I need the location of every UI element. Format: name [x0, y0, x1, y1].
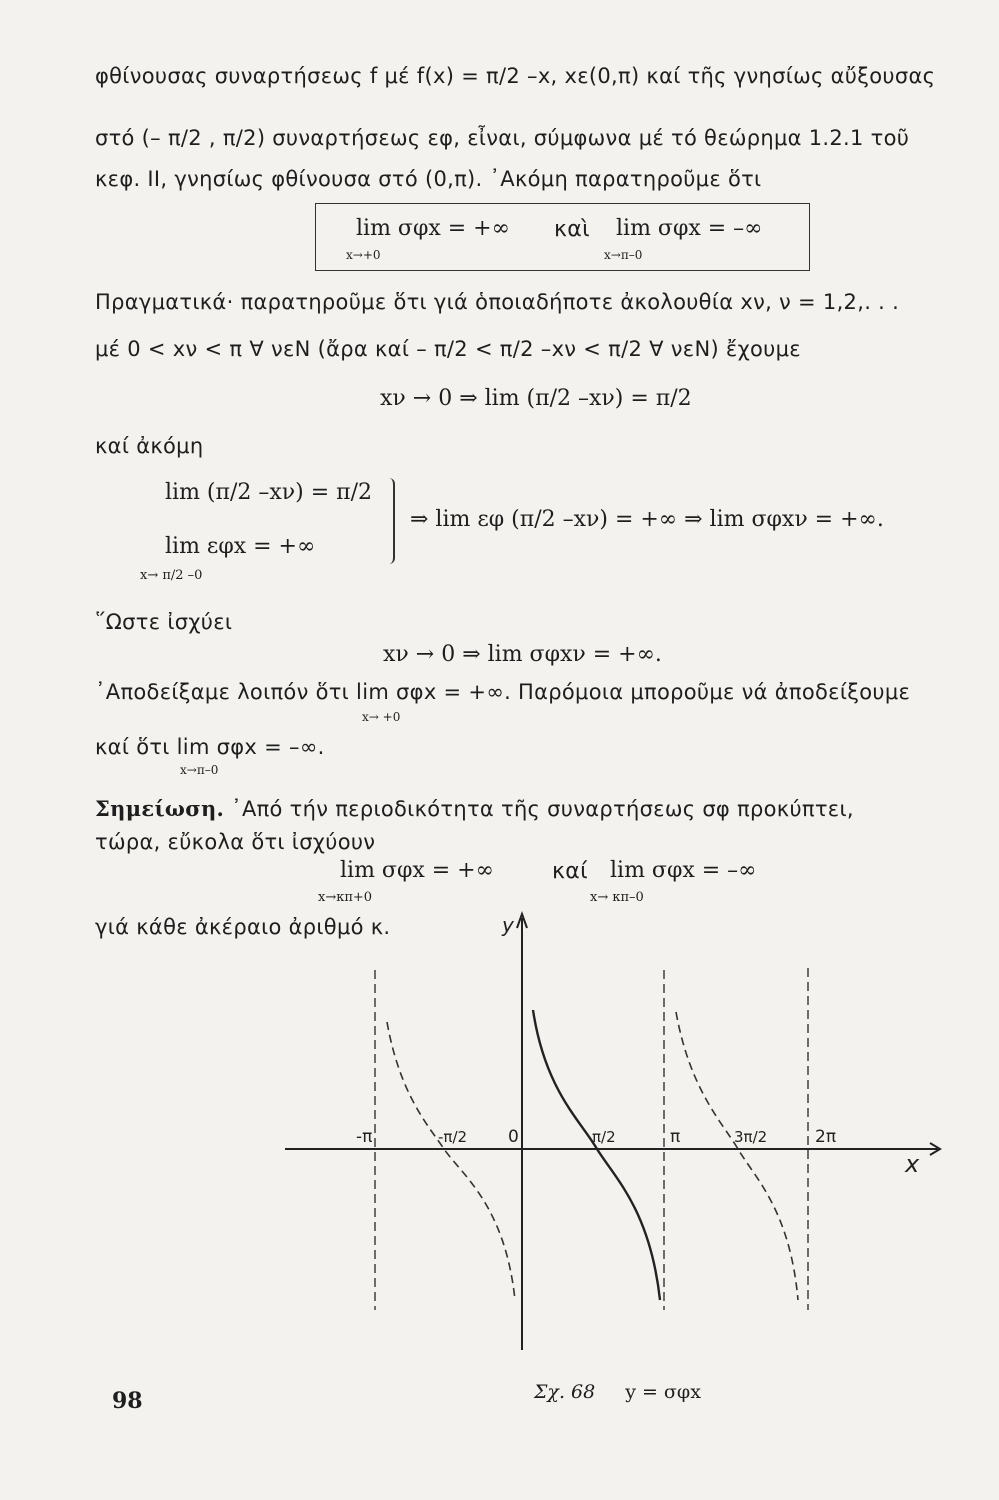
tick-label-minus-half-pi: -π/2 — [438, 1128, 468, 1146]
box-and: καὶ — [554, 217, 590, 242]
page-number: 98 — [112, 1388, 143, 1414]
note-heading: Σημείωση. — [95, 796, 225, 821]
limits-and: καί — [552, 859, 588, 884]
box-limit-1-sub: x→+0 — [346, 248, 381, 262]
text-line-12: καί ὅτι lim σφx = –∞. — [95, 735, 325, 759]
limit-system-1: lim (π/2 –xν) = π/2 — [165, 480, 373, 505]
cot-branch-middle — [533, 1010, 660, 1300]
text-line-6: xν → 0 ⇒ lim (π/2 –xν) = π/2 — [380, 386, 692, 411]
text-line-4: Πραγματικά· παρατηροῦμε ὅτι γιά ὁποιαδήποτε ἀκολουθία xν, ν = 1,2,. . . — [95, 290, 900, 314]
x-axis-label: x — [905, 1150, 920, 1178]
text-line-3: κεφ. II, γνησίως φθίνουσα στό (0,π). ᾿Ακόμη παρατηροῦμε ὅτι — [95, 167, 762, 191]
text-line-12-sub: x→π–0 — [180, 763, 219, 777]
y-axis-label: y — [502, 913, 514, 937]
box-limit-2-sub: x→π–0 — [604, 248, 643, 262]
limit-system-2: lim εφx = +∞ — [165, 534, 316, 559]
box-limit-2: lim σφx = –∞ — [616, 216, 763, 241]
text-line-11: ᾿Αποδείξαμε λοιπόν ὅτι lim σφx = +∞. Παρόμοια μποροῦμε νά ἀποδείξουμε — [95, 680, 911, 704]
text-line-2: στό (– π/2 , π/2) συναρτήσεως εφ, εἶναι, σύμφωνα μέ τό θεώρημα 1.2.1 τοῦ — [95, 126, 910, 150]
limit-kpi-plus: lim σφx = +∞ — [340, 858, 494, 883]
limit-kpi-minus: lim σφx = –∞ — [610, 858, 757, 883]
limit-system-2-sub: x→ π/2 –0 — [140, 568, 203, 583]
box-limit-1: lim σφx = +∞ — [356, 216, 510, 241]
limit-kpi-minus-sub: x→ κπ–0 — [590, 890, 644, 905]
tick-label-minus-pi: -π — [356, 1127, 373, 1147]
tick-label-pi: π — [670, 1127, 681, 1147]
tick-label-half-pi: π/2 — [592, 1128, 616, 1146]
tick-label-three-half-pi: 3π/2 — [734, 1128, 768, 1146]
note-text: ᾿Από τήν περιοδικότητα τῆς συναρτήσεως σφ προκύπτει, — [224, 797, 854, 821]
text-line-5: μέ 0 < xν < π ∀ νεN (ἄρα καί – π/2 < π/2 –xν < π/2 ∀ νεN) ἔχουμε — [95, 337, 801, 361]
figure-number: Σχ. 68 — [534, 1381, 596, 1403]
text-line-7: καί ἀκόμη — [95, 434, 204, 458]
cot-branch-left — [387, 1022, 515, 1300]
figure-equation: y = σφx — [625, 1381, 701, 1403]
cot-branch-right — [676, 1012, 798, 1300]
limit-kpi-plus-sub: x→κπ+0 — [318, 890, 373, 905]
text-line-10: xν → 0 ⇒ lim σφxν = +∞. — [383, 642, 662, 667]
text-line-9: ῞Ωστε ἰσχύει — [95, 610, 233, 634]
tick-label-zero: 0 — [508, 1127, 519, 1147]
tick-label-two-pi: 2π — [815, 1127, 837, 1147]
text-line-11-sub: x→ +0 — [362, 710, 401, 724]
figure-caption — [534, 1381, 701, 1403]
text-line-1: φθίνουσας συναρτήσεως f μέ f(x) = π/2 –x, xε(0,π) καί τῆς γνησίως αὔξουσας — [95, 64, 936, 88]
text-line-13: τώρα, εὔκολα ὅτι ἰσχύουν — [95, 830, 376, 854]
limit-system-result: ⇒ lim εφ (π/2 –xν) = +∞ ⇒ lim σφxν = +∞. — [410, 507, 884, 532]
text-line-15: γιά κάθε ἀκέραιο ἀριθμό κ. — [95, 915, 391, 939]
